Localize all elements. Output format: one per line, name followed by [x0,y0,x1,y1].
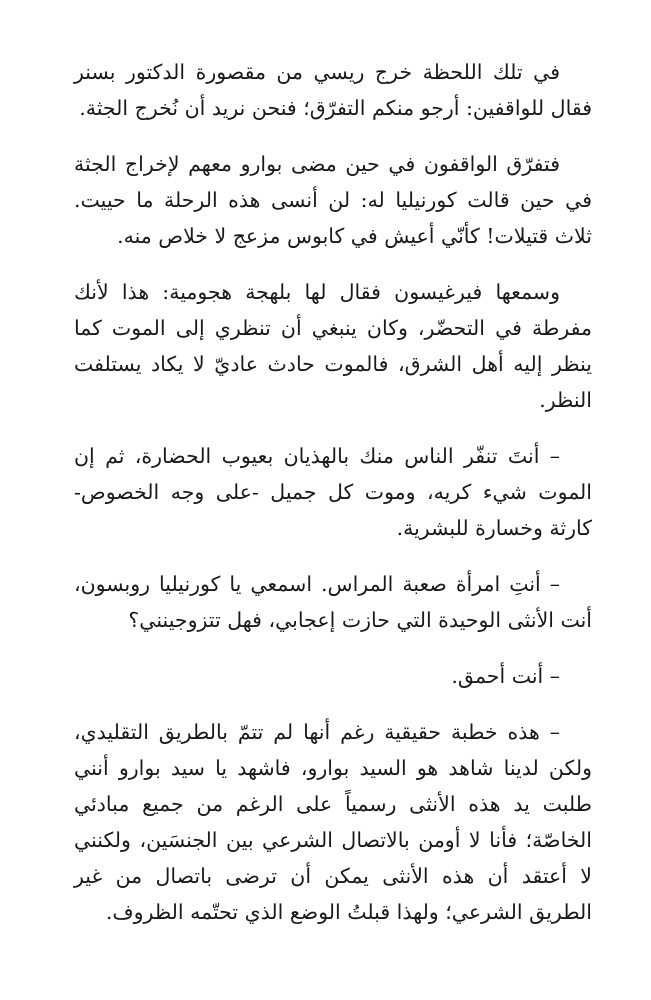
paragraph-1: في تلك اللحظة خرج ريسي من مقصورة الدكتور بسنر فقال للواقفين: أرجو منكم التفرّق؛ فنحن نريد أن نُخرج الجثة. [74,60,592,120]
paragraph-7: – هذه خطبة حقيقية رغم أنها لم تتمّ بالطريق التقليدي، ولكن لدينا شاهد هو السيد بوارو، فاشهد يا سيد بوارو أنني طلبت يد هذه الأنثى رسمياً على الرغم من جميع مبادئي الخاصّة؛ فأنا لا أومن بالاتصال الشرعي بين الجنسَين، ولكنني لا أعتقد أن هذه الأنثى يمكن أن ترضى باتصال من غير الطريق الشرعي؛ ولهذا قبلتُ الوضع الذي تحتّمه الظروف. [74,720,592,924]
paragraph-4: – أنتَ تنفّر الناس منك بالهذيان بعيوب الحضارة، ثم إن الموت شيء كريه، وموت كل جميل -على وجه الخصوص- كارثة وخسارة للبشرية. [74,444,592,540]
book-page-text [74,54,592,930]
paragraph-6: – أنت أحمق. [451,664,560,688]
paragraph-3: وسمعها فيرغيسون فقال لها بلهجة هجومية: هذا لأنك مفرطة في التحضّر، وكان ينبغي أن تنظري إلى الموت كما ينظر إليه أهل الشرق، فالموت حادث عاديّ لا يكاد يستلفت النظر. [74,280,592,412]
paragraph-2: فتفرّق الواقفون في حين مضى بوارو معهم لإخراج الجثة في حين قالت كورنيليا له: لن أنسى هذه الرحلة ما حييت. ثلاث قتيلات! كأنّي أعيش في كابوس مزعج لا خلاص منه. [74,152,592,248]
paragraph-5: – أنتِ امرأة صعبة المراس. اسمعي يا كورنيليا روبسون، أنت الأنثى الوحيدة التي حازت إعجابي، فهل تتزوجينني؟ [74,572,592,632]
